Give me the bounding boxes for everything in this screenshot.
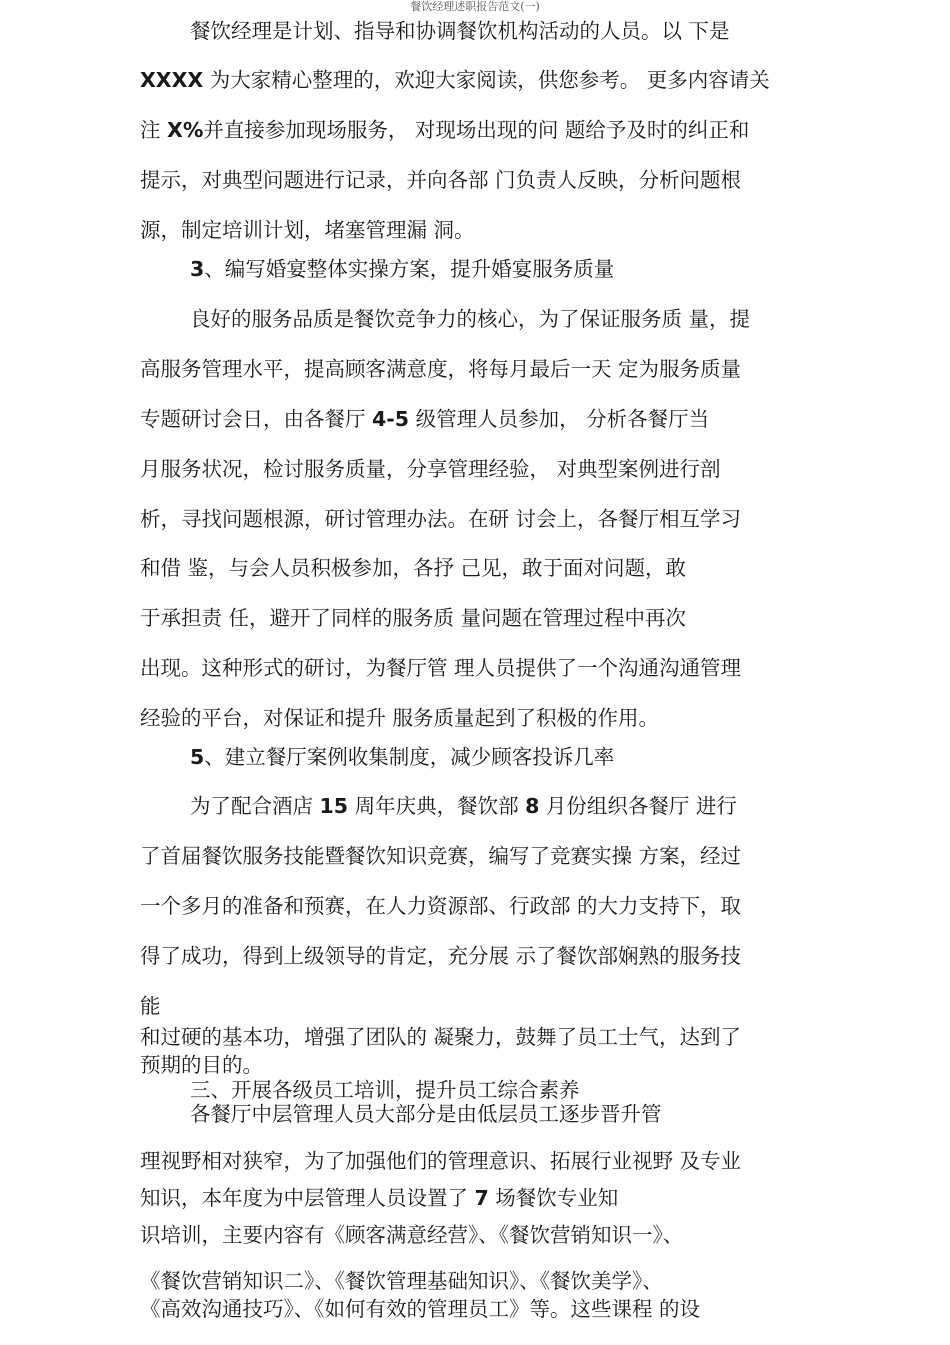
- text-line: 月服务状况，检讨服务质量，分享管理经验， 对典型案例进行剖: [140, 457, 721, 481]
- text-line: 高服务管理水平，提高顾客满意度，将每月最后一天 定为服务质量: [140, 357, 742, 381]
- text-line: 良好的服务品质是餐饮竞争力的核心，为了保证服务质 量，提: [190, 307, 751, 331]
- page-header: 餐饮经理述职报告范文(一): [410, 0, 540, 13]
- text-line: 一个多月的准备和预赛，在人力资源部、行政部 的大力支持下，取: [140, 894, 742, 918]
- text-line: 于承担责 任，避开了同样的服务质 量问题在管理过程中再次: [140, 606, 687, 630]
- text-line: 专题研讨会日，由各餐厅 4-5 级管理人员参加， 分析各餐厅当: [140, 407, 710, 431]
- text-line: XXXX 为大家精心整理的，欢迎大家阅读，供您参考。 更多内容请关: [140, 68, 770, 92]
- text-line: 能: [140, 994, 161, 1018]
- text-line: 理视野相对狭窄，为了加强他们的管理意识、拓展行业视野 及专业: [140, 1149, 742, 1173]
- text-line: 提示，对典型问题进行记录，并向各部 门负责人反映，分析问题根: [140, 168, 742, 192]
- text-line: 经验的平台，对保证和提升 服务质量起到了积极的作用。: [140, 706, 660, 730]
- text-line: 餐饮经理是计划、指导和协调餐饮机构活动的人员。以 下是: [190, 19, 730, 43]
- section-heading: 5、建立餐厅案例收集制度，减少顾客投诉几率: [190, 745, 615, 769]
- text-line: 和过硬的基本功，增强了团队的 凝聚力，鼓舞了员工士气，达到了: [140, 1025, 742, 1049]
- text-line: 和借 鉴，与会人员积极参加，各抒 己见，敢于面对问题，敢: [140, 556, 687, 580]
- text-line: 源，制定培训计划，堵塞管理漏 洞。: [140, 218, 475, 242]
- section-heading: 3、编写婚宴整体实操方案，提升婚宴服务质量: [190, 257, 615, 281]
- text-line: 《餐饮营销知识二》、《餐饮管理基础知识》、《餐饮美学》、: [140, 1269, 663, 1293]
- text-line: 析，寻找问题根源，研讨管理办法。在研 讨会上，各餐厅相互学习: [140, 507, 742, 531]
- text-line: 了首届餐饮服务技能暨餐饮知识竞赛，编写了竞赛实操 方案，经过: [140, 844, 742, 868]
- text-line: 注 X%并直接参加现场服务， 对现场出现的问 题给予及时的纠正和: [140, 118, 750, 142]
- text-line: 识培训，主要内容有《顾客满意经营》、《餐饮营销知识一》、: [140, 1223, 684, 1247]
- text-line: 各餐厅中层管理人员大部分是由低层员工逐步晋升管: [190, 1102, 662, 1126]
- text-line: 为了配合酒店 15 周年庆典，餐饮部 8 月份组织各餐厅 进行: [190, 794, 737, 818]
- text-line: 得了成功，得到上级领导的肯定，充分展 示了餐饮部娴熟的服务技: [140, 944, 742, 968]
- text-line: 预期的目的。: [140, 1053, 263, 1077]
- text-line: 《高效沟通技巧》、《如何有效的管理员工》等。这些课程 的设: [140, 1297, 701, 1321]
- text-line: 知识，本年度为中层管理人员设置了 7 场餐饮专业知: [140, 1186, 619, 1210]
- text-line: 出现。这种形式的研讨，为餐厅管 理人员提供了一个沟通沟通管理: [140, 656, 742, 680]
- section-heading: 三、开展各级员工培训，提升员工综合素养: [190, 1078, 580, 1102]
